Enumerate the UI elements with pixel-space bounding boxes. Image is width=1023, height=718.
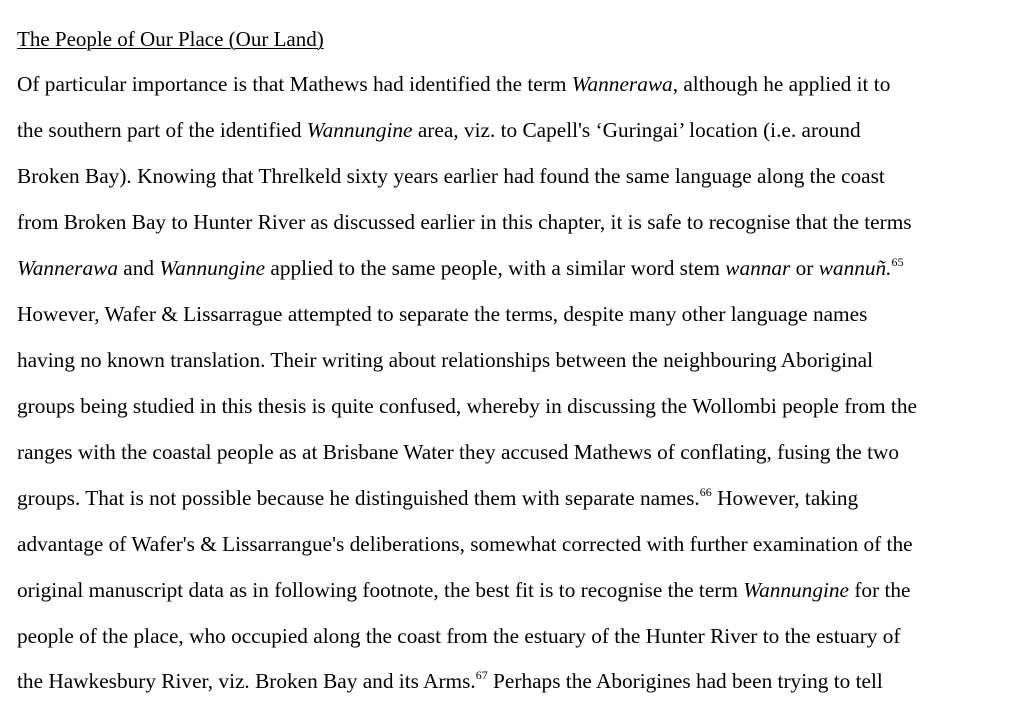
italic-term: Wannungine xyxy=(743,578,849,602)
text-run: , although he applied it to xyxy=(672,72,891,96)
text-line-1 xyxy=(17,71,890,97)
text-run: from Broken Bay to Hunter River as discussed earlier in this chapter, it is safe to recognise that the terms xyxy=(17,210,912,234)
italic-term: wannar xyxy=(725,256,791,280)
text-run: people of the place, who occupied along the coast from the estuary of the Hunter River to the estuary of xyxy=(17,624,901,648)
text-line-10 xyxy=(17,485,858,511)
text-run: advantage of Wafer's & Lissarrangue's deliberations, somewhat corrected with further examination of the xyxy=(17,532,913,556)
section-heading: The People of Our Place (Our Land) xyxy=(17,27,324,51)
text-line-6 xyxy=(17,301,867,327)
text-line-9 xyxy=(17,439,899,465)
text-run: ranges with the coastal people as at Brisbane Water they accused Mathews of conflating, fusing the two xyxy=(17,440,900,464)
text-line-8 xyxy=(17,393,917,419)
text-line-7 xyxy=(17,347,873,373)
text-run: Perhaps the Aborigines had been trying to tell xyxy=(487,669,883,693)
text-run: Broken Bay). Knowing that Threlkeld sixty years earlier had found the same language along the coast xyxy=(17,164,885,188)
text-run: applied to the same people, with a similar word stem xyxy=(265,256,726,280)
text-run: the southern part of the identified xyxy=(17,118,307,142)
text-run: for the xyxy=(849,578,911,602)
text-run: However, Wafer & Lissarrague attempted to separate the terms, despite many other language names xyxy=(17,302,868,326)
footnote-ref-65[interactable]: 65 xyxy=(891,255,904,269)
text-run: having no known translation. Their writing about relationships between the neighbouring Aboriginal xyxy=(17,348,874,372)
text-run: original manuscript data as in following footnote, the best fit is to recognise the term xyxy=(17,578,744,602)
text-line-12 xyxy=(17,577,911,603)
footnote-ref-66[interactable]: 66 xyxy=(699,485,712,499)
text-line-3 xyxy=(17,163,885,189)
text-line-14 xyxy=(17,668,883,694)
italic-term: Wannerawa xyxy=(17,256,118,280)
text-run: and xyxy=(117,256,160,280)
footnote-ref-67[interactable]: 67 xyxy=(475,668,488,682)
text-line-5 xyxy=(17,255,904,281)
text-run: or xyxy=(790,256,819,280)
text-run: groups. That is not possible because he distinguished them with separate names. xyxy=(17,486,700,510)
italic-term: Wannungine xyxy=(306,118,413,142)
text-line-13 xyxy=(17,623,901,649)
text-line-4 xyxy=(17,209,912,235)
text-line-2 xyxy=(17,117,861,143)
text-run: Of particular importance is that Mathews had identified the term xyxy=(17,72,572,96)
text-run: the Hawkesbury River, viz. Broken Bay and its Arms. xyxy=(17,669,476,693)
text-line-11 xyxy=(17,531,913,557)
text-run: groups being studied in this thesis is quite confused, whereby in discussing the Wollombi people from the xyxy=(17,394,917,418)
italic-term: Wannerawa xyxy=(571,72,673,96)
italic-term: Wannungine xyxy=(159,256,266,280)
text-run: However, taking xyxy=(711,486,859,510)
italic-term: wannuñ. xyxy=(818,256,892,280)
text-run: area, viz. to Capell's ‘Guringai’ location (i.e. around xyxy=(412,118,861,142)
